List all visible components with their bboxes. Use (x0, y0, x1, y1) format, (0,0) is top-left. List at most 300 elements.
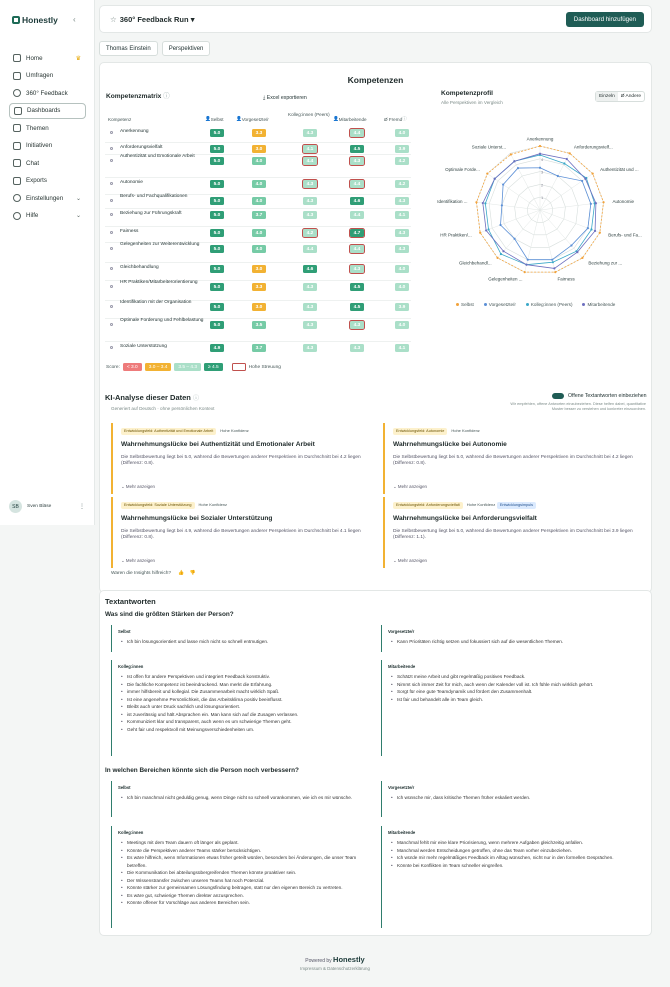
radar-point (590, 203, 592, 205)
legend-high-spread-swatch (232, 363, 246, 371)
radar-point (539, 153, 541, 155)
answer-item: • Ist eine angenehme Persönlichkeit, die das Arbeitsklima positiv beeinflusst. (118, 696, 368, 704)
row-marker-icon (110, 267, 113, 270)
insight-body: Die Selbstbewertung liegt bei 5.0, während die Bewertungen anderer Perspektiven im Durchschnitt bei 4.2 liegen (Differenz: 0.8). (393, 454, 633, 466)
sidebar-item-label: Themen (26, 124, 49, 132)
answer-item: • Bleibt auch unter Druck sachlich und lösungsorientiert. (118, 703, 368, 711)
radar-point (595, 202, 597, 204)
radar-point (513, 160, 515, 162)
radar-axis-label: Gleichbehandl... (459, 260, 492, 266)
score-cell[interactable]: 4.3 (350, 265, 364, 273)
answer-item: • Ich würde mir mehr regelmäßiges Feedback im Alltag wünschen, nicht nur in den formellen Gesprächen. (388, 854, 638, 862)
sidebar-item-label: Home (26, 54, 43, 62)
radar-axis-label: Soziale Unterst... (471, 144, 507, 150)
score-cell[interactable]: 5.0 (210, 229, 224, 237)
answer-item: • Könnte offener für Vorschläge aus anderen Bereichen sein. (118, 899, 368, 907)
legend-label: Vorgesetzte/r (488, 302, 516, 307)
score-cell[interactable]: 4.0 (395, 129, 409, 137)
legend-dot (582, 303, 585, 306)
legend-dot (484, 303, 487, 306)
radar-legend (456, 302, 615, 307)
radar-point (485, 229, 487, 231)
score-cell[interactable]: 4.3 (303, 129, 317, 137)
person-icon: 👤 (236, 116, 242, 121)
user-menu[interactable] (9, 500, 89, 513)
sidebar-item-themen[interactable] (9, 120, 86, 136)
score-cell[interactable]: 4.3 (395, 229, 409, 237)
tag-icon (13, 124, 21, 132)
radar-axis-label: Autonomie (612, 198, 634, 204)
legend-item-boss (484, 302, 516, 307)
sidebar-nav (9, 50, 86, 225)
answer-item: • Manchmal werden Entscheidungen getroffen, ohne das Team vorher einzubeziehen. (388, 847, 638, 855)
section-title: Kompetenzen (347, 75, 404, 85)
row-divider (105, 262, 411, 263)
radar-point (496, 257, 498, 259)
radar-tick-label: 3 (541, 169, 544, 175)
insight-card (111, 423, 374, 494)
score-cell[interactable]: 4.6 (350, 197, 364, 205)
legend-mid: 3.5 – 4.3 (174, 363, 201, 371)
score-cell[interactable]: 5.0 (210, 303, 224, 311)
show-more-button[interactable]: ⌄ Mehr anzeigen (121, 484, 155, 489)
row-marker-icon (110, 159, 113, 162)
ai-title (105, 393, 199, 402)
footer-links[interactable]: Impressum & Datenschutzerklärung (300, 966, 370, 971)
competency-name: Optimale Forderung und Fehlbelastung (120, 318, 204, 323)
radar-point (539, 167, 541, 169)
show-more-button[interactable]: ⌄ Mehr anzeigen (121, 558, 155, 563)
score-cell[interactable]: 4.9 (210, 344, 224, 352)
clipboard-icon (13, 72, 21, 80)
answer-item: • Schätzt meine Arbeit und gibt regelmäßig positives Feedback. (388, 673, 638, 681)
score-cell[interactable]: 4.6 (303, 265, 317, 273)
radar-point (475, 201, 477, 203)
score-cell[interactable]: 4.4 (350, 211, 364, 219)
legend-low: < 3.0 (123, 363, 142, 371)
score-cell[interactable]: 3.0 (252, 265, 266, 273)
person-icon: 👤 (333, 116, 339, 121)
score-cell[interactable]: 4.5 (350, 283, 364, 291)
answer-box-boss (381, 625, 644, 652)
confidence-label: Hohe Konfidenz (198, 502, 228, 507)
radar-point (502, 183, 504, 185)
score-cell[interactable]: 4.3 (395, 197, 409, 205)
competency-name: Anerkennung (120, 129, 149, 134)
answer-source: Selbst (118, 785, 131, 790)
sidebar-item-dashboards[interactable] (9, 103, 86, 119)
score-cell[interactable]: 4.3 (303, 180, 317, 188)
top-bar (99, 5, 652, 33)
sidebar-item-label: Einstellungen (26, 194, 64, 202)
radar-axis-label: Gelegenheiten ... (488, 276, 523, 282)
answer-box-self (111, 781, 374, 817)
radar-point (566, 158, 568, 160)
score-cell[interactable]: 4.3 (303, 211, 317, 219)
answer-item: • Könnte bei Konflikten im Team schneller eingreifen. (388, 862, 638, 870)
score-cell[interactable]: 4.3 (350, 321, 364, 329)
column-header-label: Ø Fremd (384, 116, 403, 122)
answer-item: • Nimmt sich immer Zeit für mich, auch wenn der Kalender voll ist. Ich fühle mich wirklich gehört. (388, 681, 638, 689)
score-cell[interactable]: 3.9 (395, 303, 409, 311)
person-icon: 👤 (205, 116, 211, 121)
radar-point (569, 152, 571, 154)
score-cell[interactable]: 4.3 (395, 245, 409, 253)
answer-list (388, 794, 638, 802)
insight-body: Die Selbstbewertung liegt bei 4.9, während die Bewertungen anderer Perspektiven im Durchschnitt bei 4.1 liegen (Differenz: 0.8). (121, 528, 361, 540)
answer-box-peers (111, 660, 374, 756)
answer-item: • Meetings mit dem Team dauern oft länger als geplant. (118, 839, 368, 847)
sidebar-item-einstellungen[interactable] (9, 190, 86, 206)
radar-point (602, 201, 604, 203)
radar-spoke (540, 153, 570, 210)
question-title: In welchen Bereichen könnte sich die Person noch verbessern? (105, 767, 299, 774)
legend-mid-low: 3.0 – 3.4 (145, 363, 172, 371)
radar-point (527, 259, 529, 261)
competency-name: Anforderungsvielfalt (120, 145, 163, 150)
legend-high: ≥ 4.5 (204, 363, 223, 371)
question-title: Was sind die größten Stärken der Person? (105, 611, 234, 618)
radar-point (576, 251, 578, 253)
sidebar-item-label: Exports (26, 177, 47, 184)
insight-card (383, 497, 646, 568)
score-cell[interactable]: 5.0 (210, 129, 224, 137)
row-marker-icon (110, 305, 113, 308)
score-cell[interactable]: 4.1 (303, 145, 317, 153)
column-header-boss[interactable] (236, 112, 269, 126)
legend-dot (526, 303, 529, 306)
insight-field-badge: Entwicklungsfeld: Autonomie (393, 428, 447, 435)
user-name: Sven Bläse (27, 504, 52, 509)
score-cell[interactable]: 4.3 (303, 321, 317, 329)
insight-field-badge: Entwicklungsfeld: Authentizität und Emotionale Arbeit (121, 428, 216, 435)
powered-by-label: Powered by (305, 958, 332, 964)
radar-tick-label: 1 (541, 195, 544, 201)
score-cell[interactable]: 4.3 (303, 303, 317, 311)
insight-title: Wahrnehmungslücke bei Sozialer Unterstützung (121, 514, 273, 522)
score-cell[interactable]: 3.3 (252, 283, 266, 291)
answer-item: • Ich wünsche mir, dass kritische Themen früher eskaliert werden. (388, 794, 638, 802)
row-divider (105, 142, 411, 143)
score-cell[interactable]: 4.4 (350, 245, 364, 253)
answer-item: • Ist fair und behandelt alle im Team gleich. (388, 696, 638, 704)
sidebar-item-exports[interactable] (9, 173, 86, 189)
answer-source: Vorgesetzte/r (388, 785, 415, 790)
radar-point (554, 271, 556, 273)
competency-name: Autonomie (120, 180, 143, 185)
collapse-sidebar-icon[interactable]: ‹ (73, 15, 76, 24)
gear-icon (13, 194, 21, 202)
radar-point (517, 167, 519, 169)
text-answers-title: Textantworten (105, 597, 156, 606)
radar-point (592, 173, 594, 175)
radar-point (510, 153, 512, 155)
score-legend (106, 363, 281, 371)
score-cell[interactable]: 4.3 (350, 344, 364, 352)
score-cell[interactable]: 4.0 (395, 265, 409, 273)
score-cell[interactable]: 4.3 (350, 157, 364, 165)
show-more-label: Mehr anzeigen (125, 484, 155, 489)
export-label: Excel exportieren (266, 95, 307, 101)
radar-axis-label: Fairness (557, 276, 575, 282)
legend-label: Mitarbeitende (587, 302, 616, 307)
radar-point (502, 250, 504, 252)
radar-tick-label: 2 (541, 182, 544, 188)
legend-item-staff (582, 302, 615, 307)
footer-logo[interactable]: Honestly (333, 955, 365, 964)
thumbs-down-icon[interactable]: 👎 (189, 571, 196, 576)
sidebar-item-label: 360° Feedback (26, 89, 68, 97)
score-cell[interactable]: 3.3 (252, 129, 266, 137)
answer-item: • Ist offen für andere Perspektiven und integriert Feedback konstruktiv. (118, 673, 368, 681)
radar-point (563, 162, 565, 164)
legend-high-spread-label: Hohe Streuung (248, 364, 281, 370)
answer-box-peers (111, 826, 374, 928)
score-cell[interactable]: 3.5 (252, 321, 266, 329)
answer-source: Kolleg:innen (118, 830, 144, 835)
include-text-toggle[interactable] (552, 393, 564, 399)
excel-export-button[interactable] (263, 95, 307, 102)
sidebar-item-label: Dashboards (27, 107, 61, 114)
radar-axis-label: Identifikation ... (437, 198, 468, 204)
run-selector[interactable] (110, 15, 194, 24)
score-cell[interactable]: 5.0 (210, 180, 224, 188)
perspectives-filter[interactable]: Perspektiven (162, 41, 211, 56)
competency-name: Fairness (120, 229, 139, 234)
score-cell[interactable]: 4.1 (395, 211, 409, 219)
tab-avg-others[interactable]: Ø Andere (620, 94, 642, 99)
show-more-button[interactable]: ⌄ Mehr anzeigen (393, 484, 427, 489)
logo-text: Honestly (22, 15, 58, 25)
score-cell[interactable]: 5.0 (210, 283, 224, 291)
insight-field-badge: Entwicklungsfeld: Anforderungsvielfalt (393, 502, 463, 509)
competency-name: Gleichbehandlung (120, 265, 159, 270)
chevron-down-icon: ⌄ (75, 195, 81, 202)
info-icon[interactable]: ⓘ (192, 396, 199, 402)
radar-point (587, 227, 589, 229)
tab-single[interactable]: Einzeln (596, 92, 618, 101)
legend-item-peers (526, 302, 573, 307)
score-cell[interactable]: 5.0 (210, 265, 224, 273)
insight-field-badge: Entwicklungsfeld: Soziale Unterstützung (121, 502, 195, 509)
insight-card (383, 423, 646, 494)
sidebar-item-umfragen[interactable] (9, 68, 86, 84)
answer-item: • Geht fair und respektvoll mit Meinungsverschiedenheiten um. (118, 726, 368, 734)
legend-item-self (456, 302, 474, 307)
row-marker-icon (110, 323, 113, 326)
row-marker-icon (110, 231, 113, 234)
score-cell[interactable]: 4.4 (350, 129, 364, 137)
radar-axis-label: Beziehung zur ... (588, 260, 623, 266)
score-cell[interactable]: 4.5 (350, 303, 364, 311)
show-more-button[interactable]: ⌄ Mehr anzeigen (393, 558, 427, 563)
confidence-label: Hohe Konfidenz (451, 428, 480, 433)
score-cell[interactable]: 3.0 (252, 145, 266, 153)
score-cell[interactable]: 5.0 (210, 245, 224, 253)
column-header-staff[interactable] (333, 112, 367, 126)
flag-icon (13, 142, 21, 150)
chevron-down-icon: ▾ (190, 15, 195, 24)
radar-point (499, 224, 501, 226)
radar-point (494, 178, 496, 180)
sidebar-item-label: Umfragen (26, 72, 54, 79)
ai-hint: Wir empfehlen, offene Antworten einzubeziehen. Diese helfen dabei, quantitative Muster besser zu verstehen und konkreter einzuordnen. (510, 402, 646, 411)
radar-point (590, 228, 592, 230)
radar-point (551, 259, 553, 261)
score-cell[interactable]: 5.0 (210, 197, 224, 205)
sidebar-item-360-feedback[interactable] (9, 85, 86, 101)
score-cell[interactable]: 4.5 (350, 145, 364, 153)
score-cell[interactable]: 3.7 (252, 211, 266, 219)
sidebar-item-initiativen[interactable] (9, 138, 86, 154)
include-text-label: Offene Textantworten einbeziehen (568, 393, 647, 399)
logo[interactable] (12, 15, 58, 25)
profile-subtitle: Alle Perspektiven im Vergleich (441, 100, 503, 105)
score-cell[interactable]: 4.3 (303, 344, 317, 352)
radar-point (486, 173, 488, 175)
show-more-label: Mehr anzeigen (397, 558, 427, 563)
radar-chart (430, 125, 650, 295)
score-cell[interactable]: 4.4 (303, 245, 317, 253)
radar-point (581, 257, 583, 259)
answer-item: • immer hilfsbereit und kollegial. Die Zusammenarbeit macht wirklich Spaß. (118, 688, 368, 696)
score-cell[interactable]: 4.3 (303, 197, 317, 205)
ai-title-text: KI-Analyse dieser Daten (105, 393, 191, 402)
column-header-peers[interactable] (288, 112, 330, 126)
score-cell[interactable]: 5.0 (210, 321, 224, 329)
score-cell[interactable]: 4.4 (303, 157, 317, 165)
competency-name: Gelegenheiten zur Weiterentwicklung (120, 242, 200, 247)
score-cell[interactable]: 4.2 (395, 157, 409, 165)
insight-body: Die Selbstbewertung liegt bei 5.0, während die Bewertungen anderer Perspektiven im Durchschnitt bei 3.9 liegen (Differenz: 1.1). (393, 528, 633, 540)
competency-name: Beziehung zur Führungskraft (120, 211, 182, 216)
score-cell[interactable]: 3.0 (252, 303, 266, 311)
score-cell[interactable]: 3.7 (252, 344, 266, 352)
score-cell[interactable]: 4.7 (350, 229, 364, 237)
score-cell[interactable]: 4.0 (252, 245, 266, 253)
answer-item: • Kann Prioritäten richtig setzen und fokussiert sich auf die wesentlichen Themen. (388, 638, 638, 646)
score-cell[interactable]: 5.0 (210, 211, 224, 219)
answer-item: • Manchmal fehlt mir eine klare Priorisierung, wenn mehrere Aufgaben gleichzeitig anfallen. (388, 839, 638, 847)
score-cell[interactable]: 4.0 (252, 197, 266, 205)
profile-title: Kompetenzprofil (441, 90, 494, 97)
logo-mark-icon (12, 16, 20, 24)
score-cell[interactable]: 4.2 (303, 229, 317, 237)
sidebar-item-hilfe[interactable] (9, 208, 86, 224)
info-icon[interactable]: ⓘ (402, 116, 407, 121)
ai-subtitle: Generiert auf Deutsch · ohne persönlichen Kontext (111, 406, 215, 411)
radar-point (553, 267, 555, 269)
score-cell[interactable]: 4.0 (395, 321, 409, 329)
score-cell[interactable]: 4.1 (395, 344, 409, 352)
powered-by (0, 955, 670, 964)
answer-item: • Kommuniziert klar und transparent, auch wenn es um schwierige Themen geht. (118, 718, 368, 726)
add-dashboard-button[interactable]: Dashboard hinzufügen (566, 12, 644, 27)
radar-point (482, 202, 484, 204)
thumbs-up-icon[interactable]: 👍 (178, 571, 185, 576)
score-cell[interactable]: 4.0 (252, 229, 266, 237)
insight-title: Wahrnehmungslücke bei Authentizität und Emotionaler Arbeit (121, 440, 315, 448)
person-select[interactable]: Thomas Einstein (99, 41, 158, 56)
row-divider (105, 226, 411, 227)
radar-point (594, 230, 596, 232)
more-vertical-icon[interactable]: ⋮ (79, 504, 85, 510)
competency-name: HR Praktiken/Mitarbeiterorientierung (120, 280, 198, 285)
chat-icon (13, 159, 21, 167)
confidence-label: Hohe Konfidenz (466, 502, 496, 507)
score-cell[interactable]: 4.3 (303, 283, 317, 291)
score-cell[interactable]: 3.9 (395, 145, 409, 153)
radar-point (525, 264, 527, 266)
chevron-down-icon: ⌄ (75, 213, 81, 219)
column-header-self[interactable] (205, 112, 224, 126)
legend-label: Kolleg:innen (Peers) (530, 302, 573, 307)
upload-icon (13, 177, 21, 185)
answer-list (388, 673, 638, 703)
answer-list (388, 839, 638, 869)
score-cell[interactable]: 5.0 (210, 145, 224, 153)
radar-point (524, 271, 526, 273)
answer-source: Selbst (118, 629, 131, 634)
score-cell[interactable]: 4.0 (252, 157, 266, 165)
row-marker-icon (110, 182, 113, 185)
row-marker-icon (110, 131, 113, 134)
sidebar-item-chat[interactable] (9, 155, 86, 171)
answer-source: Mitarbeitende (388, 664, 416, 669)
development-impulse-badge: Entwicklungsimpuls (497, 502, 536, 509)
score-label: Score: (106, 364, 120, 370)
column-header-avg-others[interactable] (384, 112, 407, 126)
sidebar-item-label: Chat (26, 159, 40, 167)
radar-spoke (525, 210, 540, 272)
radar-point (552, 261, 554, 263)
column-header-label: Mitarbeitende (338, 116, 367, 122)
answer-item: • ist zuverlässig und hält Absprachen ein. Man kann sich auf die Zusagen verlassen. (118, 711, 368, 719)
download-icon: ⤓ (263, 95, 267, 101)
star-icon[interactable]: ☆ (110, 15, 117, 24)
competency-name: Berufs- und Fachqualifikationen (120, 194, 188, 199)
row-divider (105, 341, 411, 342)
row-marker-icon (110, 285, 113, 288)
competency-name: Authentizität und Emotionale Arbeit (120, 154, 195, 159)
score-cell[interactable]: 4.2 (395, 180, 409, 188)
radar-tick-label: 4 (541, 156, 544, 162)
legend-dot (456, 303, 459, 306)
score-cell[interactable]: 4.0 (252, 180, 266, 188)
radar-point (584, 178, 586, 180)
matrix-title-text: Kompetenzmatrix (106, 93, 162, 100)
info-icon[interactable]: ⓘ (163, 93, 170, 100)
answer-box-staff (381, 660, 644, 756)
competency-name: Soziale Unterstützung (120, 344, 167, 349)
confidence-label: Hohe Konfidenz (220, 428, 249, 433)
score-cell[interactable]: 4.0 (395, 283, 409, 291)
answer-list (118, 638, 368, 646)
score-cell[interactable]: 5.0 (210, 157, 224, 165)
avatar: SB (9, 500, 22, 513)
score-cell[interactable]: 4.4 (350, 180, 364, 188)
crown-icon: ♛ (75, 55, 81, 62)
insight-title: Wahrnehmungslücke bei Anforderungsvielfalt (393, 514, 537, 522)
sidebar (0, 0, 95, 525)
sidebar-item-label: Initiativen (26, 142, 53, 149)
radar-axis-label: Anforderungsvielf... (573, 144, 613, 150)
sidebar-item-home[interactable] (9, 50, 86, 66)
row-marker-icon (110, 147, 113, 150)
row-marker-icon (110, 247, 113, 250)
row-marker-icon (110, 213, 113, 216)
answer-source: Mitarbeitende (388, 830, 416, 835)
